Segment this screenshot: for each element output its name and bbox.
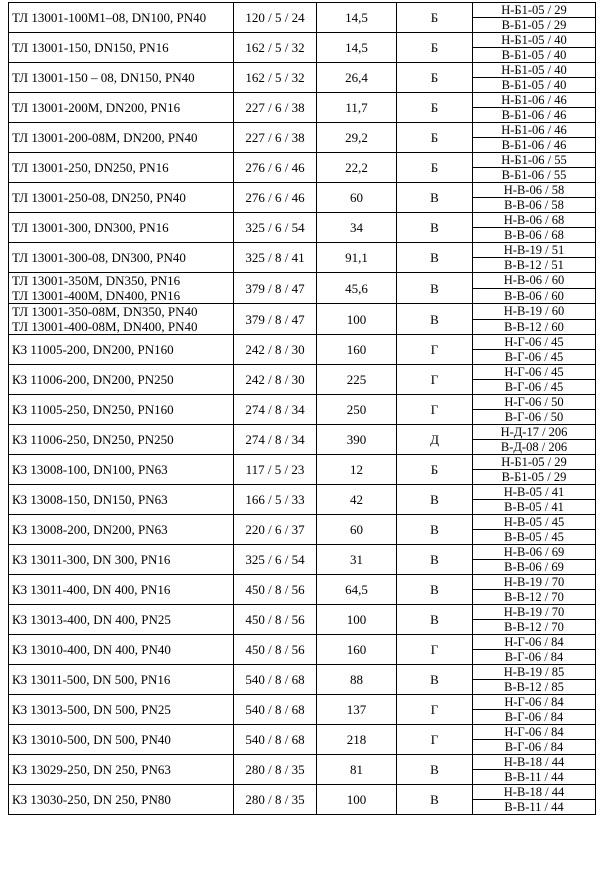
- table-row: [9, 425, 596, 440]
- mass-cell: 88: [317, 665, 397, 695]
- product-name-line: ТЛ 13001-150, DN150, PN16: [12, 40, 169, 55]
- code-upper-cell: Н-Б1-05 / 29: [473, 3, 596, 18]
- code-lower-cell: В-Г-06 / 84: [473, 650, 596, 665]
- dimensions-cell: 540 / 8 / 68: [234, 665, 317, 695]
- dimensions-cell: 450 / 8 / 56: [234, 635, 317, 665]
- table-body: [9, 3, 596, 815]
- code-lower-cell: В-Г-06 / 45: [473, 350, 596, 365]
- dimensions-cell: 280 / 8 / 35: [234, 785, 317, 815]
- table-row: [9, 725, 596, 740]
- code-lower-cell: В-Г-06 / 84: [473, 740, 596, 755]
- type-cell: Б: [397, 153, 473, 183]
- code-upper-cell: Н-В-06 / 69: [473, 545, 596, 560]
- product-name-cell: [9, 695, 234, 725]
- code-lower-cell: В-Б1-05 / 29: [473, 470, 596, 485]
- dimensions-cell: 227 / 6 / 38: [234, 123, 317, 153]
- type-cell: В: [397, 213, 473, 243]
- table-row: [9, 785, 596, 800]
- product-name-line: КЗ 13030-250, DN 250, PN80: [12, 792, 171, 807]
- product-name-cell: [9, 725, 234, 755]
- mass-cell: 81: [317, 755, 397, 785]
- code-upper-cell: Н-В-19 / 51: [473, 243, 596, 258]
- product-name-line: КЗ 13010-500, DN 500, PN40: [12, 732, 171, 747]
- product-name-cell: [9, 273, 234, 304]
- dimensions-cell: 120 / 5 / 24: [234, 3, 317, 33]
- code-lower-cell: В-В-12 / 70: [473, 620, 596, 635]
- product-name-cell: [9, 515, 234, 545]
- mass-cell: 14,5: [317, 33, 397, 63]
- table-row: [9, 665, 596, 680]
- table-row: [9, 33, 596, 48]
- code-lower-cell: В-В-05 / 45: [473, 530, 596, 545]
- product-name-cell: [9, 785, 234, 815]
- mass-cell: 64,5: [317, 575, 397, 605]
- type-cell: Б: [397, 455, 473, 485]
- dimensions-cell: 242 / 8 / 30: [234, 365, 317, 395]
- product-name-line: ТЛ 13001-300-08, DN300, PN40: [12, 250, 186, 265]
- product-name-line: КЗ 11006-250, DN250, PN250: [12, 432, 174, 447]
- mass-cell: 11,7: [317, 93, 397, 123]
- product-name-line: КЗ 11005-200, DN200, PN160: [12, 342, 174, 357]
- type-cell: Д: [397, 425, 473, 455]
- type-cell: Г: [397, 695, 473, 725]
- code-lower-cell: В-Б1-06 / 55: [473, 168, 596, 183]
- table-row: [9, 545, 596, 560]
- product-name-cell: [9, 183, 234, 213]
- code-upper-cell: Н-В-19 / 60: [473, 304, 596, 320]
- mass-cell: 218: [317, 725, 397, 755]
- code-lower-cell: В-В-12 / 85: [473, 680, 596, 695]
- type-cell: Б: [397, 63, 473, 93]
- code-lower-cell: В-В-11 / 44: [473, 770, 596, 785]
- type-cell: В: [397, 575, 473, 605]
- mass-cell: 31: [317, 545, 397, 575]
- type-cell: В: [397, 183, 473, 213]
- product-name-line: КЗ 13011-300, DN 300, PN16: [12, 552, 171, 567]
- product-name-line: КЗ 13029-250, DN 250, PN63: [12, 762, 171, 777]
- product-name-cell: [9, 213, 234, 243]
- table-row: [9, 755, 596, 770]
- dimensions-cell: 162 / 5 / 32: [234, 33, 317, 63]
- type-cell: В: [397, 515, 473, 545]
- dimensions-cell: 166 / 5 / 33: [234, 485, 317, 515]
- code-upper-cell: Н-В-05 / 45: [473, 515, 596, 530]
- code-upper-cell: Н-В-06 / 68: [473, 213, 596, 228]
- type-cell: Г: [397, 635, 473, 665]
- type-cell: В: [397, 304, 473, 335]
- table-row: [9, 93, 596, 108]
- dimensions-cell: 242 / 8 / 30: [234, 335, 317, 365]
- table-row: [9, 635, 596, 650]
- dimensions-cell: 117 / 5 / 23: [234, 455, 317, 485]
- table-row: [9, 213, 596, 228]
- table-row: [9, 153, 596, 168]
- code-upper-cell: Н-В-19 / 70: [473, 605, 596, 620]
- type-cell: В: [397, 545, 473, 575]
- code-upper-cell: Н-В-06 / 60: [473, 273, 596, 289]
- code-upper-cell: Н-Г-06 / 84: [473, 635, 596, 650]
- type-cell: В: [397, 243, 473, 273]
- product-name-cell: [9, 395, 234, 425]
- table-row: [9, 243, 596, 258]
- product-name-line: КЗ 13008-150, DN150, PN63: [12, 492, 168, 507]
- dimensions-cell: 220 / 6 / 37: [234, 515, 317, 545]
- dimensions-cell: 274 / 8 / 34: [234, 395, 317, 425]
- table-row: [9, 335, 596, 350]
- type-cell: Б: [397, 33, 473, 63]
- code-upper-cell: Н-В-06 / 58: [473, 183, 596, 198]
- type-cell: В: [397, 755, 473, 785]
- code-lower-cell: В-В-12 / 51: [473, 258, 596, 273]
- mass-cell: 60: [317, 183, 397, 213]
- mass-cell: 137: [317, 695, 397, 725]
- code-lower-cell: В-В-11 / 44: [473, 800, 596, 815]
- code-upper-cell: Н-Б1-05 / 29: [473, 455, 596, 470]
- product-name-cell: [9, 153, 234, 183]
- table-row: [9, 455, 596, 470]
- table-row: [9, 273, 596, 289]
- table-row: [9, 3, 596, 18]
- type-cell: В: [397, 785, 473, 815]
- type-cell: В: [397, 665, 473, 695]
- product-name-line: КЗ 13011-500, DN 500, PN16: [12, 672, 171, 687]
- product-name-line: ТЛ 13001-200М, DN200, PN16: [12, 100, 181, 115]
- mass-cell: 225: [317, 365, 397, 395]
- code-upper-cell: Н-Б1-06 / 46: [473, 93, 596, 108]
- type-cell: Б: [397, 123, 473, 153]
- mass-cell: 100: [317, 304, 397, 335]
- code-lower-cell: В-В-06 / 69: [473, 560, 596, 575]
- product-name-line: ТЛ 13001-250, DN250, PN16: [12, 160, 169, 175]
- code-lower-cell: В-В-06 / 60: [473, 288, 596, 304]
- product-name-cell: [9, 425, 234, 455]
- code-upper-cell: Н-Г-06 / 84: [473, 725, 596, 740]
- dimensions-cell: 540 / 8 / 68: [234, 725, 317, 755]
- type-cell: Г: [397, 365, 473, 395]
- product-name-line: ТЛ 13001-400-08М, DN400, PN40: [12, 319, 198, 334]
- code-lower-cell: В-В-12 / 60: [473, 319, 596, 335]
- code-upper-cell: Н-Б1-06 / 55: [473, 153, 596, 168]
- mass-cell: 12: [317, 455, 397, 485]
- product-name-cell: [9, 33, 234, 63]
- code-upper-cell: Н-В-19 / 70: [473, 575, 596, 590]
- code-lower-cell: В-Б1-05 / 40: [473, 48, 596, 63]
- dimensions-cell: 162 / 5 / 32: [234, 63, 317, 93]
- table-row: [9, 183, 596, 198]
- product-name-line: ТЛ 13001-200-08М, DN200, PN40: [12, 130, 198, 145]
- product-name-line: КЗ 11005-250, DN250, PN160: [12, 402, 174, 417]
- code-lower-cell: В-В-06 / 58: [473, 198, 596, 213]
- type-cell: В: [397, 485, 473, 515]
- code-upper-cell: Н-Б1-06 / 46: [473, 123, 596, 138]
- code-lower-cell: В-Б1-06 / 46: [473, 108, 596, 123]
- dimensions-cell: 450 / 8 / 56: [234, 605, 317, 635]
- code-lower-cell: В-Б1-05 / 40: [473, 78, 596, 93]
- product-name-cell: [9, 365, 234, 395]
- mass-cell: 14,5: [317, 3, 397, 33]
- product-name-cell: [9, 455, 234, 485]
- product-name-line: КЗ 13013-400, DN 400, PN25: [12, 612, 171, 627]
- code-upper-cell: Н-Г-06 / 45: [473, 335, 596, 350]
- table-row: [9, 63, 596, 78]
- product-name-cell: [9, 575, 234, 605]
- code-upper-cell: Н-В-18 / 44: [473, 785, 596, 800]
- mass-cell: 60: [317, 515, 397, 545]
- mass-cell: 100: [317, 605, 397, 635]
- product-name-line: ТЛ 13001-250-08, DN250, PN40: [12, 190, 186, 205]
- product-name-cell: [9, 755, 234, 785]
- code-lower-cell: В-Г-06 / 45: [473, 380, 596, 395]
- type-cell: В: [397, 605, 473, 635]
- type-cell: Б: [397, 93, 473, 123]
- code-lower-cell: В-В-06 / 68: [473, 228, 596, 243]
- product-name-line: КЗ 13011-400, DN 400, PN16: [12, 582, 171, 597]
- type-cell: Б: [397, 3, 473, 33]
- table-row: [9, 515, 596, 530]
- dimensions-cell: 379 / 8 / 47: [234, 304, 317, 335]
- product-name-cell: [9, 335, 234, 365]
- table-row: [9, 485, 596, 500]
- mass-cell: 29,2: [317, 123, 397, 153]
- table-row: [9, 395, 596, 410]
- product-name-line: КЗ 13013-500, DN 500, PN25: [12, 702, 171, 717]
- specification-table: [8, 2, 596, 815]
- type-cell: Г: [397, 335, 473, 365]
- dimensions-cell: 274 / 8 / 34: [234, 425, 317, 455]
- product-name-line: ТЛ 13001-100М1–08, DN100, PN40: [12, 10, 207, 25]
- product-name-cell: [9, 123, 234, 153]
- type-cell: В: [397, 273, 473, 304]
- code-upper-cell: Н-Б1-05 / 40: [473, 63, 596, 78]
- dimensions-cell: 276 / 6 / 46: [234, 153, 317, 183]
- product-name-cell: [9, 605, 234, 635]
- mass-cell: 250: [317, 395, 397, 425]
- product-name-cell: [9, 665, 234, 695]
- table-row: [9, 605, 596, 620]
- code-lower-cell: В-В-12 / 70: [473, 590, 596, 605]
- mass-cell: 22,2: [317, 153, 397, 183]
- product-name-line: ТЛ 13001-350-08М, DN350, PN40: [12, 304, 198, 319]
- code-lower-cell: В-Б1-05 / 29: [473, 18, 596, 33]
- dimensions-cell: 325 / 8 / 41: [234, 243, 317, 273]
- product-name-cell: [9, 635, 234, 665]
- dimensions-cell: 280 / 8 / 35: [234, 755, 317, 785]
- type-cell: Г: [397, 725, 473, 755]
- product-name-cell: [9, 545, 234, 575]
- product-name-line: ТЛ 13001-300, DN300, PN16: [12, 220, 169, 235]
- table-row: [9, 695, 596, 710]
- product-name-cell: [9, 485, 234, 515]
- dimensions-cell: 227 / 6 / 38: [234, 93, 317, 123]
- product-name-line: ТЛ 13001-150 – 08, DN150, PN40: [12, 70, 195, 85]
- table-row: [9, 575, 596, 590]
- dimensions-cell: 450 / 8 / 56: [234, 575, 317, 605]
- code-lower-cell: В-Г-06 / 84: [473, 710, 596, 725]
- dimensions-cell: 276 / 6 / 46: [234, 183, 317, 213]
- mass-cell: 26,4: [317, 63, 397, 93]
- table-row: [9, 365, 596, 380]
- code-upper-cell: Н-Г-06 / 84: [473, 695, 596, 710]
- code-lower-cell: В-Г-06 / 50: [473, 410, 596, 425]
- mass-cell: 34: [317, 213, 397, 243]
- code-lower-cell: В-Б1-06 / 46: [473, 138, 596, 153]
- type-cell: Г: [397, 395, 473, 425]
- code-upper-cell: Н-В-18 / 44: [473, 755, 596, 770]
- mass-cell: 91,1: [317, 243, 397, 273]
- product-name-line: ТЛ 13001-400М, DN400, PN16: [12, 288, 181, 303]
- mass-cell: 160: [317, 335, 397, 365]
- mass-cell: 390: [317, 425, 397, 455]
- dimensions-cell: 325 / 6 / 54: [234, 213, 317, 243]
- product-name-line: КЗ 13010-400, DN 400, PN40: [12, 642, 171, 657]
- dimensions-cell: 540 / 8 / 68: [234, 695, 317, 725]
- product-name-line: КЗ 13008-200, DN200, PN63: [12, 522, 168, 537]
- code-upper-cell: Н-Б1-05 / 40: [473, 33, 596, 48]
- dimensions-cell: 325 / 6 / 54: [234, 545, 317, 575]
- product-name-line: КЗ 13008-100, DN100, PN63: [12, 462, 168, 477]
- mass-cell: 160: [317, 635, 397, 665]
- product-name-cell: [9, 93, 234, 123]
- code-lower-cell: В-Д-08 / 206: [473, 440, 596, 455]
- table-row: [9, 304, 596, 320]
- code-upper-cell: Н-Г-06 / 45: [473, 365, 596, 380]
- code-upper-cell: Н-Д-17 / 206: [473, 425, 596, 440]
- code-upper-cell: Н-В-05 / 41: [473, 485, 596, 500]
- product-name-cell: [9, 63, 234, 93]
- product-name-line: ТЛ 13001-350М, DN350, PN16: [12, 273, 181, 288]
- mass-cell: 45,6: [317, 273, 397, 304]
- code-upper-cell: Н-Г-06 / 50: [473, 395, 596, 410]
- product-name-cell: [9, 243, 234, 273]
- code-upper-cell: Н-В-19 / 85: [473, 665, 596, 680]
- table-row: [9, 123, 596, 138]
- product-name-cell: [9, 3, 234, 33]
- mass-cell: 100: [317, 785, 397, 815]
- dimensions-cell: 379 / 8 / 47: [234, 273, 317, 304]
- code-lower-cell: В-В-05 / 41: [473, 500, 596, 515]
- mass-cell: 42: [317, 485, 397, 515]
- product-name-line: КЗ 11006-200, DN200, PN250: [12, 372, 174, 387]
- product-name-cell: [9, 304, 234, 335]
